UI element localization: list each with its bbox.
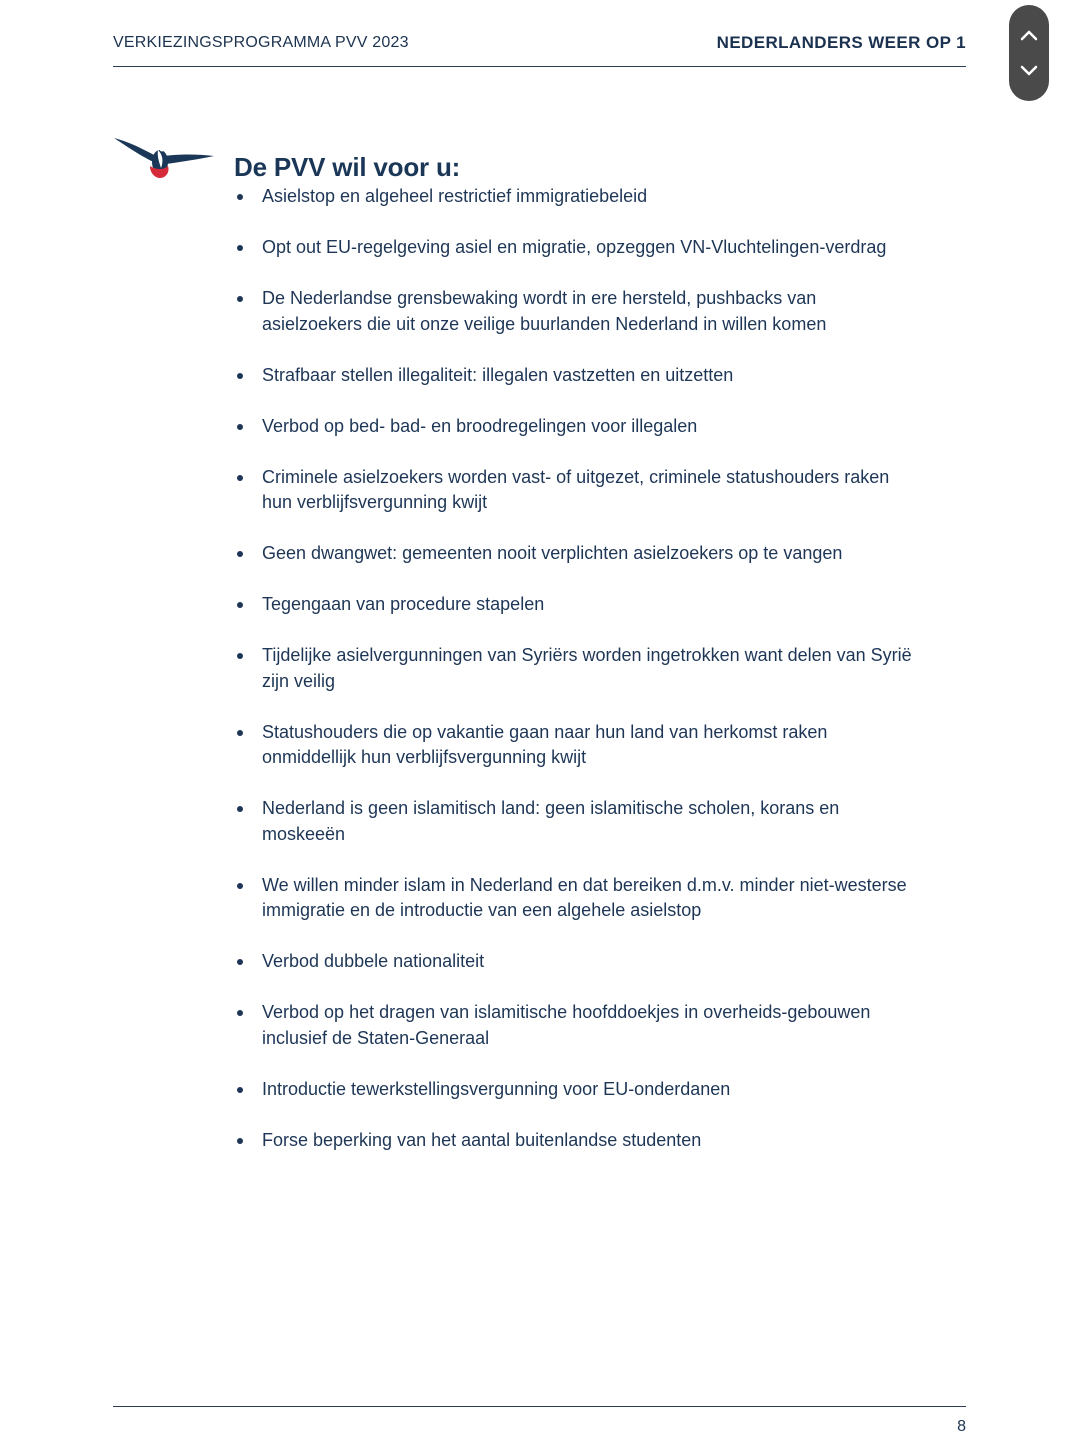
list-item <box>234 363 914 389</box>
bullet-icon <box>237 730 243 736</box>
list-item-text: Geen dwangwet: gemeenten nooit verplichten asielzoekers op te vangen <box>262 543 843 563</box>
bullet-icon <box>237 296 243 302</box>
list-item-text: Verbod op het dragen van islamitische hoofddoekjes in overheids-gebouwen inclusief de Staten-Generaal <box>262 1002 871 1048</box>
list-item <box>234 541 914 567</box>
bullet-icon <box>237 602 243 608</box>
policy-list <box>234 184 914 1179</box>
list-item <box>234 720 914 771</box>
bullet-icon <box>237 424 243 430</box>
document-slogan: NEDERLANDERS WEER OP 1 <box>716 33 966 52</box>
list-item <box>234 592 914 618</box>
list-item-text: Statushouders die op vakantie gaan naar hun land van herkomst raken onmiddellijk hun verblijfsvergunning kwijt <box>262 721 828 767</box>
bullet-icon <box>237 1010 243 1016</box>
pvv-seagull-logo-icon <box>112 136 216 180</box>
list-item-text: Criminele asielzoekers worden vast- of uitgezet, criminele statushouders raken hun verblijfsvergunning kwijt <box>262 466 890 512</box>
list-item-text: Strafbaar stellen illegaliteit: illegalen vastzetten en uitzetten <box>262 364 734 385</box>
list-item <box>234 796 914 847</box>
list-item-text: Forse beperking van het aantal buitenlandse studenten <box>262 1129 702 1150</box>
list-item <box>234 184 914 210</box>
list-item <box>234 286 914 337</box>
list-item-text: Opt out EU-regelgeving asiel en migratie, opzeggen VN-Vluchtelingen-verdrag <box>262 237 887 257</box>
list-item <box>234 1077 914 1103</box>
scroll-down-button[interactable] <box>1009 51 1049 91</box>
list-item-text: Tegengaan van procedure stapelen <box>262 594 545 614</box>
list-item-text: Verbod dubbele nationaliteit <box>262 951 485 971</box>
list-item-text: De Nederlandse grensbewaking wordt in ere hersteld, pushbacks van asielzoekers die uit onze veilige buurlanden Nederland in willen komen <box>262 288 827 334</box>
list-item-text: Verbod op bed- bad- en broodregelingen voor illegalen <box>262 415 698 436</box>
list-item <box>234 949 914 975</box>
list-item <box>234 235 914 261</box>
bullet-icon <box>237 653 243 659</box>
list-item-text: We willen minder islam in Nederland en dat bereiken d.m.v. minder niet-westerse immigratie en de introductie van een algehele asielstop <box>262 874 907 920</box>
list-item <box>234 1128 914 1154</box>
bullet-icon <box>237 475 243 481</box>
list-item <box>234 643 914 694</box>
chevron-up-icon <box>1019 28 1039 42</box>
document-title: VERKIEZINGSPROGRAMMA PVV 2023 <box>113 34 409 51</box>
bullet-icon <box>237 883 243 889</box>
section-heading: De PVV wil voor u: <box>234 152 461 182</box>
list-item-text: Nederland is geen islamitisch land: geen islamitische scholen, korans en moskeeën <box>262 798 840 844</box>
scroll-up-button[interactable] <box>1009 15 1049 55</box>
chevron-down-icon <box>1019 64 1039 78</box>
list-item-text: Tijdelijke asielvergunningen van Syriërs worden ingetrokken want delen van Syrië zijn veilig <box>262 645 912 691</box>
list-item-text: Asielstop en algeheel restrictief immigratiebeleid <box>262 186 648 206</box>
bullet-icon <box>237 551 243 557</box>
page-number: 8 <box>957 1418 966 1435</box>
bullet-icon <box>237 245 243 251</box>
bullet-icon <box>237 1087 243 1093</box>
list-item-text: Introductie tewerkstellingsvergunning voor EU-onderdanen <box>262 1078 731 1099</box>
bullet-icon <box>237 806 243 812</box>
list-item <box>234 465 914 516</box>
page-scroll-control <box>1009 5 1049 101</box>
bullet-icon <box>237 959 243 965</box>
bullet-icon <box>237 1138 243 1144</box>
footer-divider <box>113 1406 966 1407</box>
bullet-icon <box>237 194 243 200</box>
page-header <box>113 30 966 67</box>
list-item <box>234 873 914 924</box>
list-item <box>234 1000 914 1051</box>
bullet-icon <box>237 373 243 379</box>
list-item <box>234 414 914 440</box>
